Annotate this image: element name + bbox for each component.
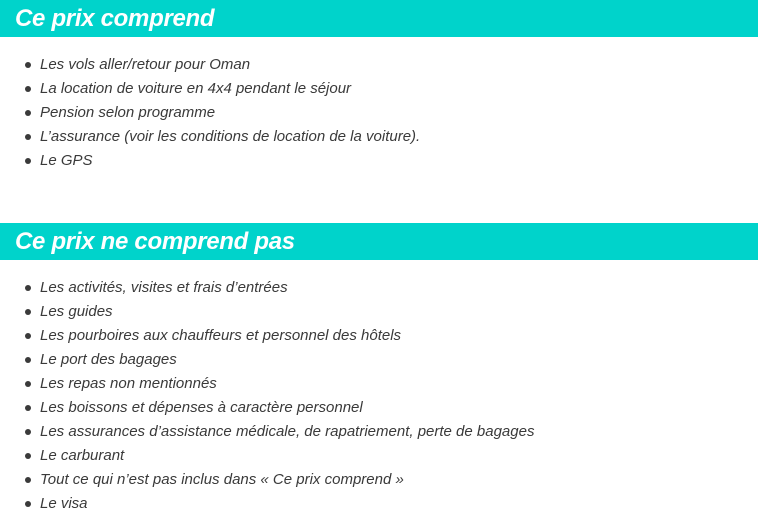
list-item xyxy=(0,101,420,125)
list-item xyxy=(0,468,534,492)
bullet-icon xyxy=(25,477,31,483)
excluded-title: Ce prix ne comprend pas xyxy=(15,228,295,255)
item-text: Les repas non mentionnés xyxy=(40,375,217,392)
item-text: Les vols aller/retour pour Oman xyxy=(40,56,251,73)
bullet-icon xyxy=(25,381,31,387)
item-text: Les pourboires aux chauffeurs et personnel des hôtels xyxy=(40,327,402,344)
list-item xyxy=(0,372,534,396)
included-title: Ce prix comprend xyxy=(15,5,215,32)
bullet-icon xyxy=(25,158,31,164)
bullet-icon xyxy=(25,357,31,363)
list-item xyxy=(0,149,420,173)
bullet-icon xyxy=(25,429,31,435)
item-text: Le port des bagages xyxy=(40,351,177,368)
list-item xyxy=(0,125,420,149)
bullet-icon xyxy=(25,62,31,68)
bullet-icon xyxy=(25,86,31,92)
list-item xyxy=(0,420,534,444)
item-text: Les assurances d’assistance médicale, de rapatriement, perte de bagages xyxy=(40,423,535,440)
excluded-list xyxy=(0,276,534,516)
list-item xyxy=(0,77,420,101)
list-item xyxy=(0,300,534,324)
list-item xyxy=(0,53,420,77)
included-list xyxy=(0,53,420,173)
item-text: Les activités, visites et frais d’entrées xyxy=(40,279,288,296)
item-text: Les guides xyxy=(40,303,113,320)
item-text: L’assurance (voir les conditions de location de la voiture). xyxy=(40,128,421,145)
list-item xyxy=(0,348,534,372)
item-text: Les boissons et dépenses à caractère personnel xyxy=(40,399,363,416)
excluded-header xyxy=(0,223,758,260)
bullet-icon xyxy=(25,453,31,459)
item-text: La location de voiture en 4x4 pendant le séjour xyxy=(40,80,352,97)
bullet-icon xyxy=(25,501,31,507)
list-item xyxy=(0,396,534,420)
included-header xyxy=(0,0,758,37)
bullet-icon xyxy=(25,134,31,140)
list-item xyxy=(0,492,534,516)
list-item xyxy=(0,444,534,468)
bullet-icon xyxy=(25,333,31,339)
list-item xyxy=(0,276,534,300)
item-text: Le GPS xyxy=(40,152,93,169)
item-text: Le carburant xyxy=(40,447,125,464)
item-text: Le visa xyxy=(40,495,88,512)
bullet-icon xyxy=(25,110,31,116)
bullet-icon xyxy=(25,309,31,315)
item-text: Pension selon programme xyxy=(40,104,216,121)
bullet-icon xyxy=(25,405,31,411)
list-item xyxy=(0,324,534,348)
item-text: Tout ce qui n’est pas inclus dans « Ce prix comprend » xyxy=(40,471,404,488)
bullet-icon xyxy=(25,285,31,291)
